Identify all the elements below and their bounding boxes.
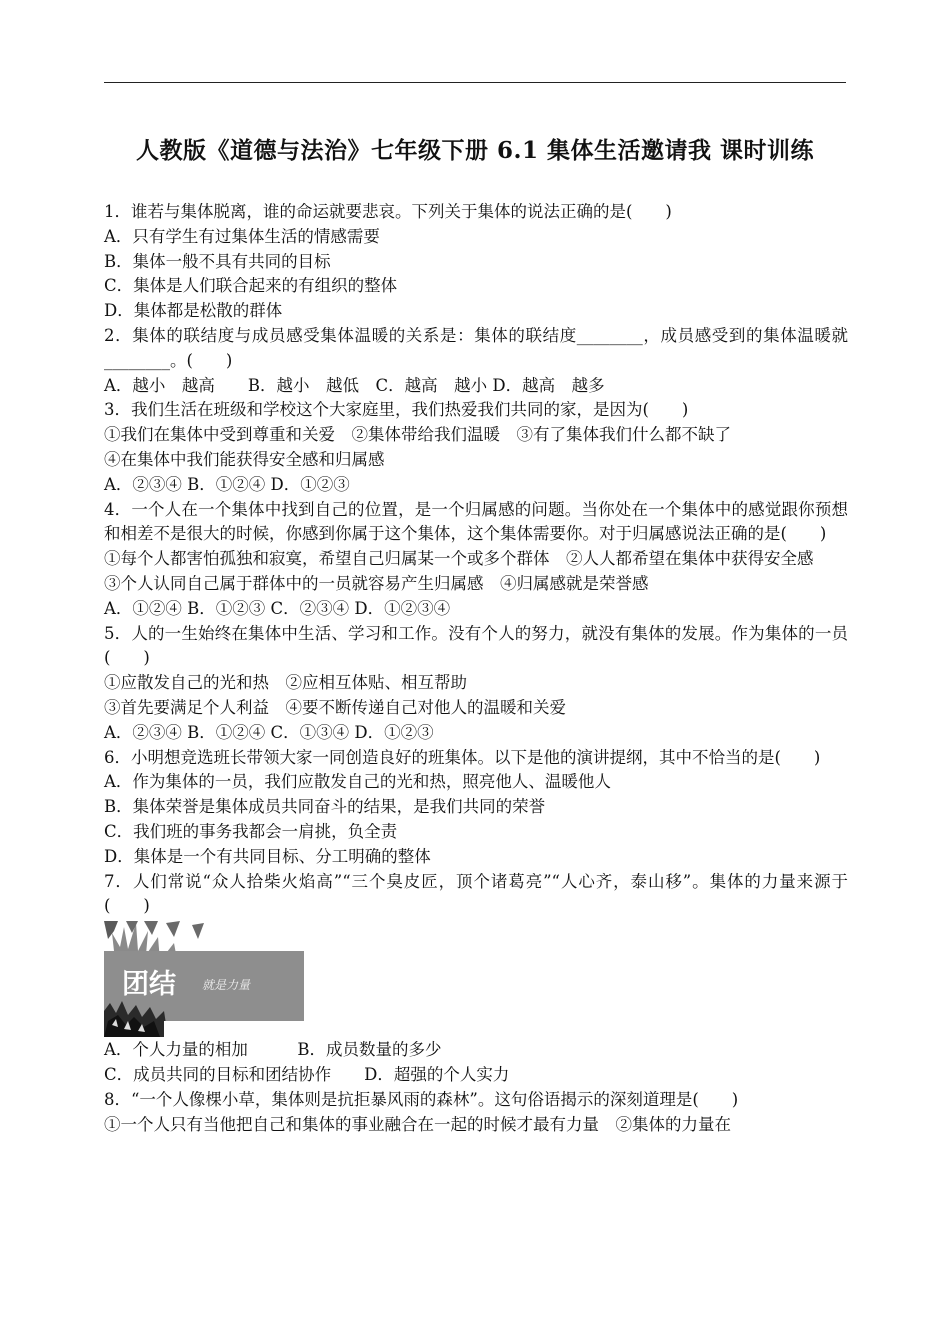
unity-illustration	[104, 921, 304, 1037]
question-1	[104, 200, 848, 324]
question-2	[104, 324, 848, 398]
statement-line: ①一个人只有当他把自己和集体的事业融合在一起的时候才最有力量 ②集体的力量在	[104, 1114, 731, 1134]
question-stem: 1．谁若与集体脱离，谁的命运就要悲哀。下列关于集体的说法正确的是( )	[104, 202, 672, 221]
option-line: A．②③④ B．①②④ D．①②③	[104, 474, 350, 494]
option-line: B．集体一般不具有共同的目标	[104, 251, 331, 271]
option-line: C．我们班的事务我都会一肩挑，负全责	[104, 821, 398, 841]
option-line: A．作为集体的一员，我们应散发自己的光和热，照亮他人、温暖他人	[104, 772, 611, 792]
figure-big-text: 团结	[122, 969, 176, 1001]
option-line: A．②③④ B．①②④ C．①③④ D．①②③	[104, 722, 434, 742]
question-stem: 6．小明想竞选班长带领大家一同创造良好的班集体。以下是他的演讲提纲，其中不恰当的是( )	[104, 747, 821, 767]
statement-line: ④在集体中我们能获得安全感和归属感	[104, 449, 385, 469]
question-stem: 3．我们生活在班级和学校这个大家庭里，我们热爱我们共同的家，是因为( )	[104, 400, 689, 420]
option-line: D．集体是一个有共同目标、分工明确的整体	[104, 846, 431, 866]
question-5	[104, 622, 848, 746]
option-line: B．集体荣誉是集体成员共同奋斗的结果，是我们共同的荣誉	[104, 797, 546, 817]
question-8	[104, 1088, 848, 1138]
question-list	[104, 200, 848, 1137]
question-stem: 4．一个人在一个集体中找到自己的位置，是一个归属感的问题。当你处在一个集体中的感觉跟你预想和相差不是很大的时候，你感到你属于这个集体，这个集体需要你。对于归属感说法正确的是( )	[104, 499, 848, 544]
statement-line: ①我们在集体中受到尊重和关爱 ②集体带给我们温暖 ③有了集体我们什么都不缺了	[104, 425, 731, 445]
question-7	[104, 870, 848, 1088]
statement-line: ③个人认同自己属于群体中的一员就容易产生归属感 ④归属感就是荣誉感	[104, 573, 649, 593]
question-stem: 5．人的一生始终在集体中生活、学习和工作。没有个人的努力，就没有集体的发展。作为集体的一员( )	[104, 623, 848, 668]
option-line: D．集体都是松散的群体	[104, 301, 283, 321]
question-stem: 8．“一个人像棵小草，集体则是抗拒暴风雨的森林”。这句俗语揭示的深刻道理是( )	[104, 1089, 739, 1109]
question-stem: 2．集体的联结度与成员感受集体温暖的关系是：集体的联结度________，成员感受到的集体温暖就________。( )	[104, 325, 848, 370]
option-line: A．越小 越高 B．越小 越低 C．越高 越小 D．越高 越多	[104, 375, 605, 395]
header-rule	[104, 82, 846, 83]
question-4	[104, 498, 848, 622]
page-title: 人教版《道德与法治》七年级下册 6.1 集体生活邀请我 课时训练	[135, 137, 815, 164]
statement-line: ③首先要满足个人利益 ④要不断传递自己对他人的温暖和关爱	[104, 697, 566, 717]
option-line: C．集体是人们联合起来的有组织的整体	[104, 276, 398, 296]
question-stem: 7．人们常说“众人拾柴火焰高”“三个臭皮匠，顶个诸葛亮”“人心齐，泰山移”。集体的力量来源于( )	[104, 871, 848, 916]
figure-small-text: 就是力量	[202, 978, 251, 993]
option-line: A．只有学生有过集体生活的情感需要	[104, 226, 380, 246]
option-line: A．①②④ B．①②③ C．②③④ D．①②③④	[104, 598, 451, 618]
statement-line: ①应散发自己的光和热 ②应相互体贴、相互帮助	[104, 673, 467, 693]
option-line: C．成员共同的目标和团结协作 D．超强的个人实力	[104, 1064, 510, 1084]
question-6	[104, 746, 848, 870]
statement-line: ①每个人都害怕孤独和寂寞，希望自己归属某一个或多个群体 ②人人都希望在集体中获得安全感	[104, 549, 814, 569]
question-3	[104, 398, 848, 497]
option-line: A．个人力量的相加 B．成员数量的多少	[104, 1040, 442, 1060]
